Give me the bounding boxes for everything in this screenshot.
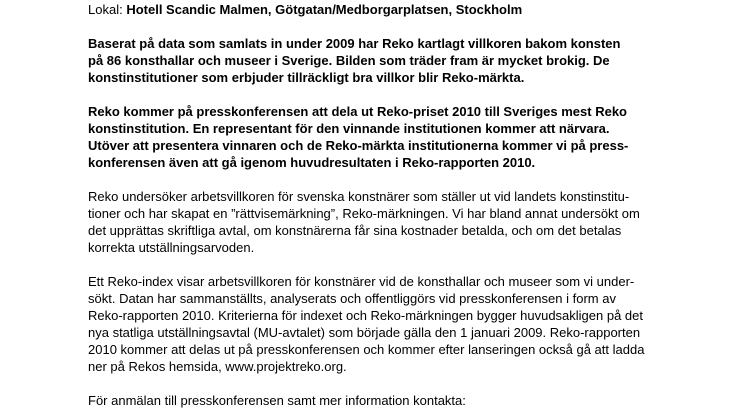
text-line: korrekta utställningsarvoden. [88, 240, 255, 255]
text-line: konstinstitutioner som erbjuder tillräckligt bra villkor blir Reko-märkta. [88, 70, 525, 85]
location-label: Lokal: [88, 2, 123, 17]
text-line: Utöver att presentera vinnaren och de Reko-märkta institutionerna kommer vi på press- [88, 138, 629, 153]
text-line: tioner och har skapat en ”rättvisemärkning”, Reko-märkningen. Vi har bland annat undersökt om [88, 206, 640, 221]
body-paragraph-1 [88, 188, 698, 256]
text-line: sökt. Datan har sammanställts, analyserats och offentliggörs vid presskonferensen i form av [88, 291, 616, 306]
spacer [88, 256, 698, 273]
contact-line: För anmälan till presskonferensen samt mer information kontakta: [88, 393, 466, 408]
text-line: nya statliga utställningsavtal (MU-avtalet) som började gälla den 1 januari 2009. Reko-rapporten [88, 325, 641, 340]
text-line: konferensen även att gå igenom huvudresultaten i Reko-rapporten 2010. [88, 155, 536, 170]
intro-paragraph-1 [88, 35, 698, 86]
text-line: Ett Reko-index visar arbetsvillkoren för konstnärer vid de konsthallar och museer som vi under- [88, 274, 635, 289]
location-value: Hotell Scandic Malmen, Götgatan/Medborgarplatsen, Stockholm [126, 2, 523, 17]
text-line: 2010 kommer att delas ut på presskonferensen och kommer efter lanseringen också gå att ladda [88, 342, 645, 357]
spacer [88, 18, 698, 35]
spacer [88, 375, 698, 392]
text-line: Baserat på data som samlats in under 2009 har Reko kartlagt villkoren bakom konsten [88, 36, 621, 51]
text-line: det upprättas skriftliga avtal, om konstnärerna får sina kostnader betalda, och om det betalas [88, 223, 622, 238]
text-line: Reko undersöker arbetsvillkoren för svenska konstnärer som ställer ut vid landets konstinstitu- [88, 189, 630, 204]
text-line: Reko-rapporten 2010. Kriterierna för indexet och Reko-märkningen bygger huvudsakligen på det [88, 308, 643, 323]
text-line: ner på Rekos hemsida, www.projektreko.org. [88, 359, 347, 374]
text-line: på 86 konsthallar och museer i Sverige. Bilden som träder fram är mycket brokig. De [88, 53, 610, 68]
intro-paragraph-2 [88, 103, 698, 171]
text-line: Reko kommer på presskonferensen att dela ut Reko-priset 2010 till Sveriges mest Reko [88, 104, 627, 119]
location-line [88, 1, 698, 18]
body-paragraph-2 [88, 273, 698, 375]
text-line: konstinstitution. En representant för den vinnande institutionen kommer att närvara. [88, 121, 610, 136]
spacer [88, 171, 698, 188]
spacer [88, 86, 698, 103]
press-release-document [88, 0, 698, 409]
